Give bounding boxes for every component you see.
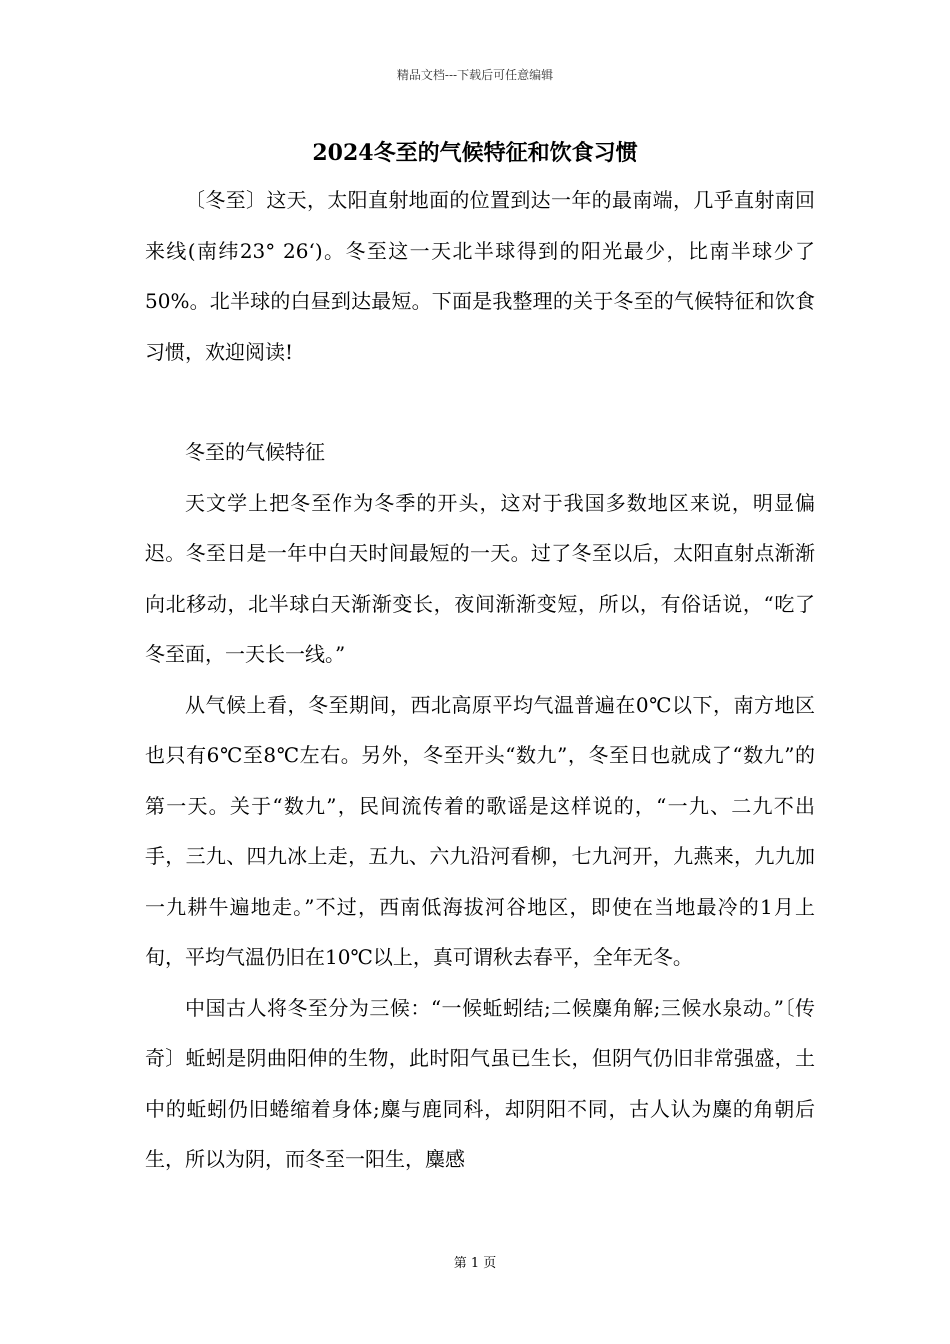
section-heading: 冬至的气候特征	[185, 440, 325, 464]
document-body	[145, 175, 815, 1185]
document-title: 2024冬至的气候特征和饮食习惯	[312, 140, 638, 166]
intro-paragraph: 〔冬至〕这天，太阳直射地面的位置到达一年的最南端，几乎直射南回来线(南纬23° 26‘)。冬至这一天北半球得到的阳光最少，比南半球少了50%。北半球的白昼到达最短。下面是我整理的关于冬至的气候特征和饮食习惯，欢迎阅读!	[145, 188, 815, 364]
body-paragraph: 天文学上把冬至作为冬季的开头，这对于我国多数地区来说，明显偏迟。冬至日是一年中白天时间最短的一天。过了冬至以后，太阳直射点渐渐向北移动，北半球白天渐渐变长，夜间渐渐变短，所以，有俗话说，“吃了冬至面，一天长一线。”	[145, 490, 815, 666]
body-paragraph: 从气候上看，冬至期间，西北高原平均气温普遍在0℃以下，南方地区也只有6℃至8℃左右。另外，冬至开头“数九”，冬至日也就成了“数九”的第一天。关于“数九”，民间流传着的歌谣是这样说的，“一九、二九不出手，三九、四九冰上走，五九、六九沿河看柳，七九河开，九燕来，九九加一九耕牛遍地走。”不过，西南低海拔河谷地区，即使在当地最冷的1月上旬，平均气温仍旧在10℃以上，真可谓秋去春平，全年无冬。	[145, 692, 815, 969]
page-number: 第 1 页	[453, 1256, 497, 1271]
body-paragraph: 中国古人将冬至分为三候：“一候蚯蚓结;二候麋角解;三候水泉动。”〔传奇〕蚯蚓是阴曲阳伸的生物，此时阳气虽已生长，但阴气仍旧非常强盛，土中的蚯蚓仍旧蜷缩着身体;麋与鹿同科，却阴阳不同，古人认为麋的角朝后生，所以为阴，而冬至一阳生，麋感	[145, 995, 815, 1171]
page-header: 精品文档---下载后可任意编辑	[396, 68, 554, 82]
